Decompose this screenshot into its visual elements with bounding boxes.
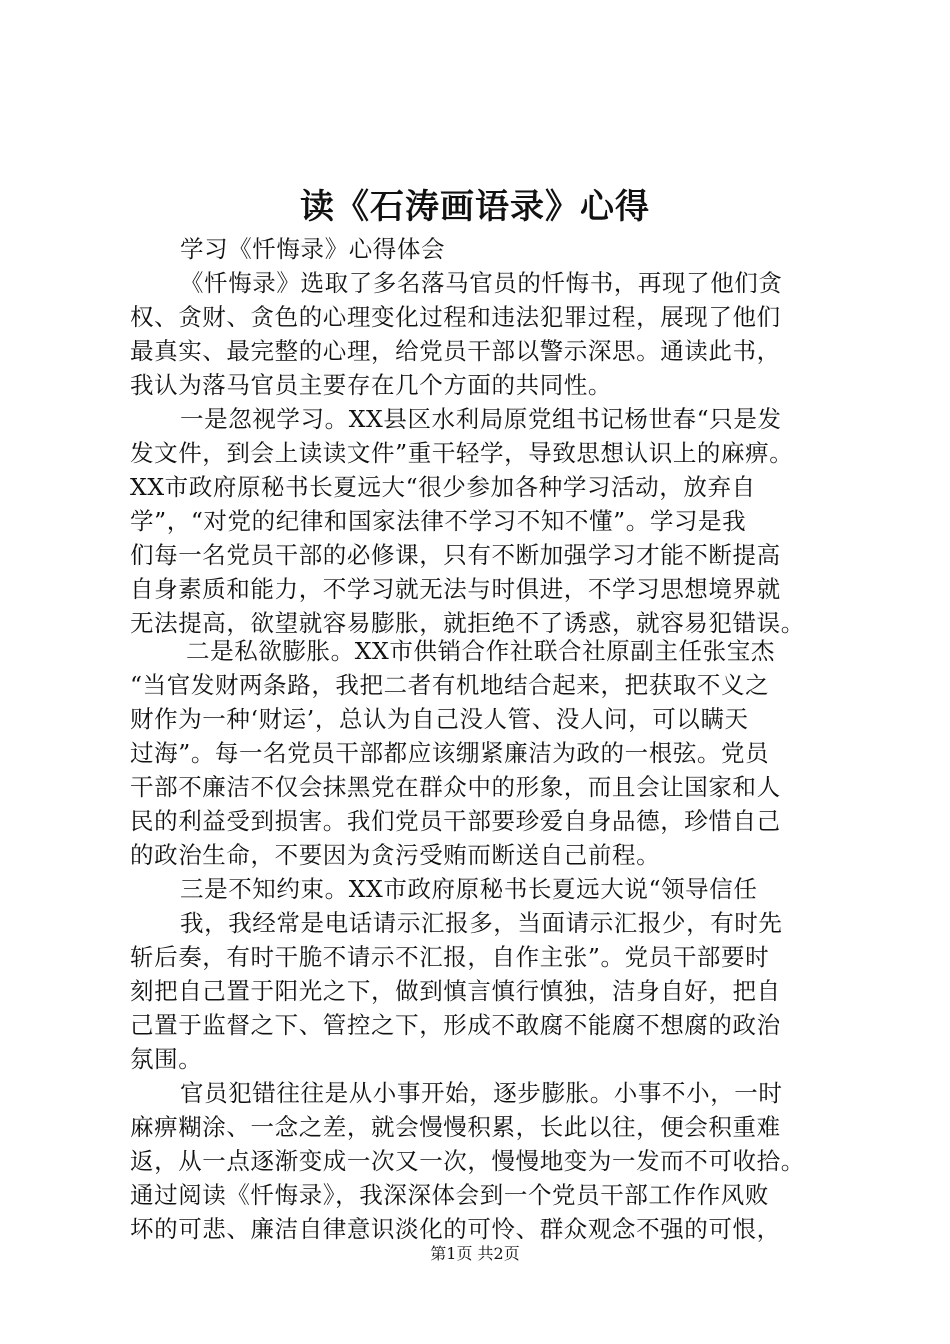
body-line: 刻把自己置于阳光之下，做到慎言慎行慎独，洁身自好，把自 — [130, 977, 781, 1005]
body-line: 们每一名党员干部的必修课，只有不断加强学习才能不断提高 — [130, 541, 781, 569]
document-title: 读《石涛画语录》心得 — [300, 187, 650, 227]
body-line: 发文件，到会上读读文件”重干轻学，导致思想认识上的麻痹。 — [130, 439, 794, 467]
body-line: 斩后奏，有时干脆不请示不汇报，自作主张”。党员干部要时 — [130, 943, 770, 971]
body-line: 官员犯错往往是从小事开始，逐步膨胀。小事不小，一时 — [180, 1079, 783, 1107]
body-line: 财作为一种‘财运’，总认为自己没人管、没人问，可以瞒天 — [130, 705, 749, 733]
body-line: 民的利益受到损害。我们党员干部要珍爱自身品德，珍惜自己 — [130, 807, 781, 835]
body-line: 二是私欲膨胀。XX市供销合作社联合社原副主任张宝杰 — [186, 637, 775, 665]
document-subtitle: 学习《忏悔录》心得体会 — [180, 235, 446, 263]
body-line: 一是忽视学习。XX县区水利局原党组书记杨世春“只是发 — [180, 405, 782, 433]
body-line: 《忏悔录》选取了多名落马官员的忏悔书，再现了他们贪 — [180, 269, 783, 297]
body-line: 返，从一点逐渐变成一次又一次，慢慢地变为一发而不可收拾。 — [130, 1147, 805, 1175]
body-line: 我认为落马官员主要存在几个方面的共同性。 — [130, 371, 612, 399]
body-line: 三是不知约束。XX市政府原秘书长夏远大说“领导信任 — [180, 875, 758, 903]
body-line: 学”，“对党的纪律和国家法律不学习不知不懂”。学习是我 — [130, 507, 747, 535]
body-line: 无法提高，欲望就容易膨胀，就拒绝不了诱惑，就容易犯错误。 — [130, 609, 805, 637]
body-line: 自身素质和能力，不学习就无法与时俱进，不学习思想境界就 — [130, 575, 781, 603]
body-line: 权、贪财、贪色的心理变化过程和违法犯罪过程，展现了他们 — [130, 303, 781, 331]
body-line: 最真实、最完整的心理，给党员干部以警示深思。通读此书， — [130, 337, 781, 365]
body-line: XX市政府原秘书长夏远大“很少参加各种学习活动，放弃自 — [130, 473, 756, 501]
body-line: 己置于监督之下、管控之下，形成不敢腐不能腐不想腐的政治 — [130, 1011, 781, 1039]
page-footer: 第1页 共2页 — [430, 1244, 520, 1263]
body-line: 的政治生命，不要因为贪污受贿而断送自己前程。 — [130, 841, 661, 869]
body-line: “当官发财两条路，我把二者有机地结合起来，把获取不义之 — [130, 671, 770, 699]
body-line: 我，我经常是电话请示汇报多，当面请示汇报少，有时先 — [180, 909, 783, 937]
body-line: 过海”。每一名党员干部都应该绷紧廉洁为政的一根弦。党员 — [130, 739, 770, 767]
body-line: 干部不廉洁不仅会抹黑党在群众中的形象，而且会让国家和人 — [130, 773, 781, 801]
body-line: 麻痹糊涂、一念之差，就会慢慢积累，长此以往，便会积重难 — [130, 1113, 781, 1141]
body-line: 通过阅读《忏悔录》，我深深体会到一个党员干部工作作风败 — [130, 1181, 769, 1209]
body-line: 氛围。 — [130, 1045, 203, 1073]
body-line: 坏的可悲、廉洁自律意识淡化的可怜、群众观念不强的可恨， — [130, 1215, 781, 1243]
